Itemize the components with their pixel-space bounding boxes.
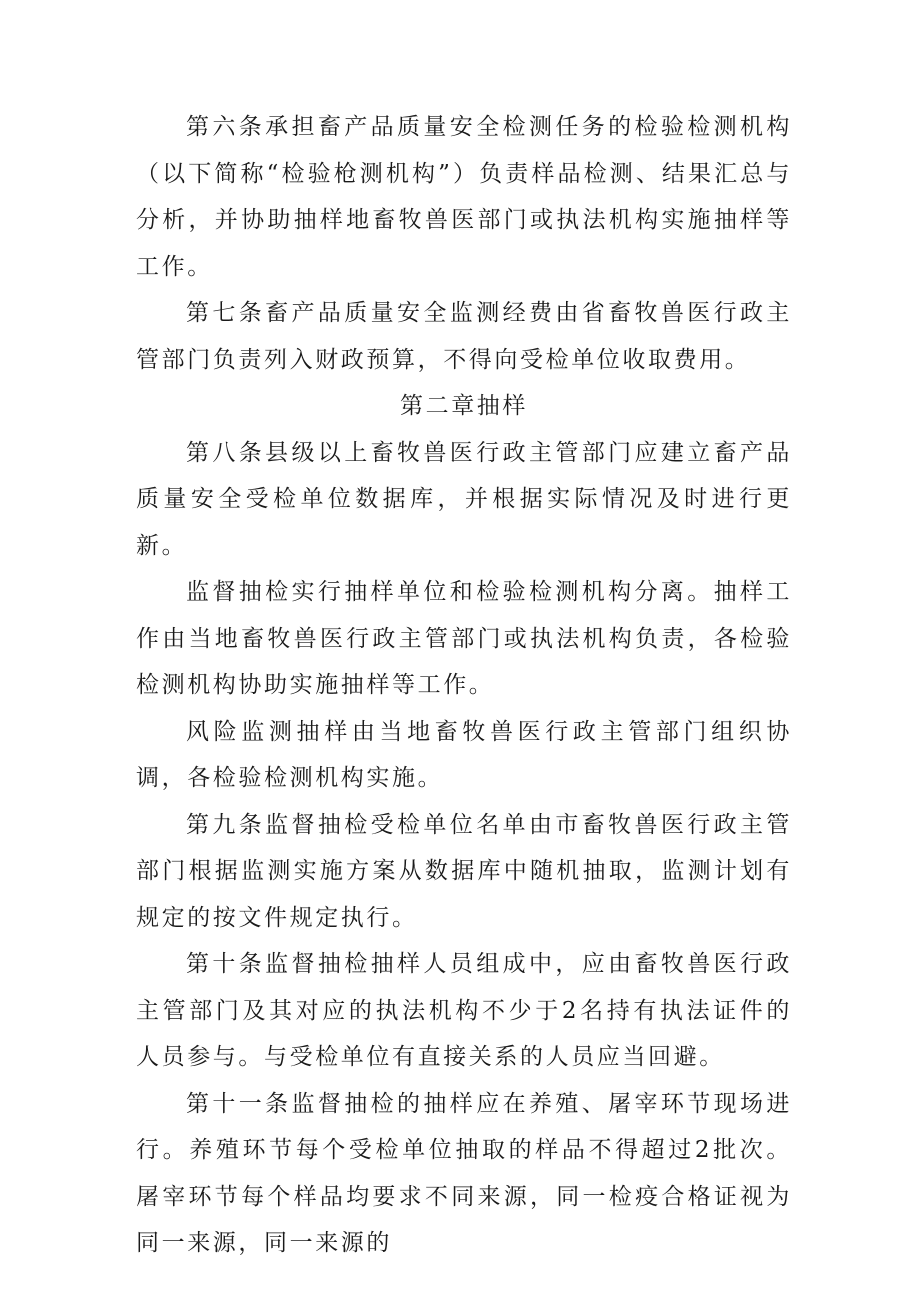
article-7-paragraph: 第七条畜产品质量安全监测经费由省畜牧兽医行政主管部门负责列入财政预算，不得向受检单位收取费用。	[136, 300, 792, 373]
article-10-paragraph: 第十条监督抽检抽样人员组成中，应由畜牧兽医行政主管部门及其对应的执法机构不少于2名持有执法证件的人员参与。与受检单位有直接关系的人员应当回避。	[136, 951, 792, 1070]
article-11-paragraph: 第十一条监督抽检的抽样应在养殖、屠宰环节现场进行。养殖环节每个受检单位抽取的样品不得超过2批次。屠宰环节每个样品均要求不同来源，同一检疫合格证视为同一来源，同一来源的	[136, 1090, 792, 1256]
chapter-heading: 第二章抽样	[400, 393, 528, 419]
supervision-sampling-paragraph: 监督抽检实行抽样单位和检验检测机构分离。抽样工作由当地畜牧兽医行政主管部门或执法机构负责，各检验检测机构协助实施抽样等工作。	[136, 579, 792, 698]
article-9-paragraph: 第九条监督抽检受检单位名单由市畜牧兽医行政主管部门根据监测实施方案从数据库中随机抽取，监测计划有规定的按文件规定执行。	[136, 811, 792, 931]
risk-monitoring-paragraph: 风险监测抽样由当地畜牧兽医行政主管部门组织协调，各检验检测机构实施。	[136, 718, 792, 791]
article-8-paragraph: 第八条县级以上畜牧兽医行政主管部门应建立畜产品质量安全受检单位数据库，并根据实际情况及时进行更新。	[136, 439, 792, 559]
document-body	[136, 104, 792, 1267]
article-6-paragraph: 第六条承担畜产品质量安全检测任务的检验检测机构（以下简称“检验枪测机构”）负责样品检测、结果汇总与分析，并协助抽样地畜牧兽医部门或执法机构实施抽样等工作。	[136, 114, 792, 280]
